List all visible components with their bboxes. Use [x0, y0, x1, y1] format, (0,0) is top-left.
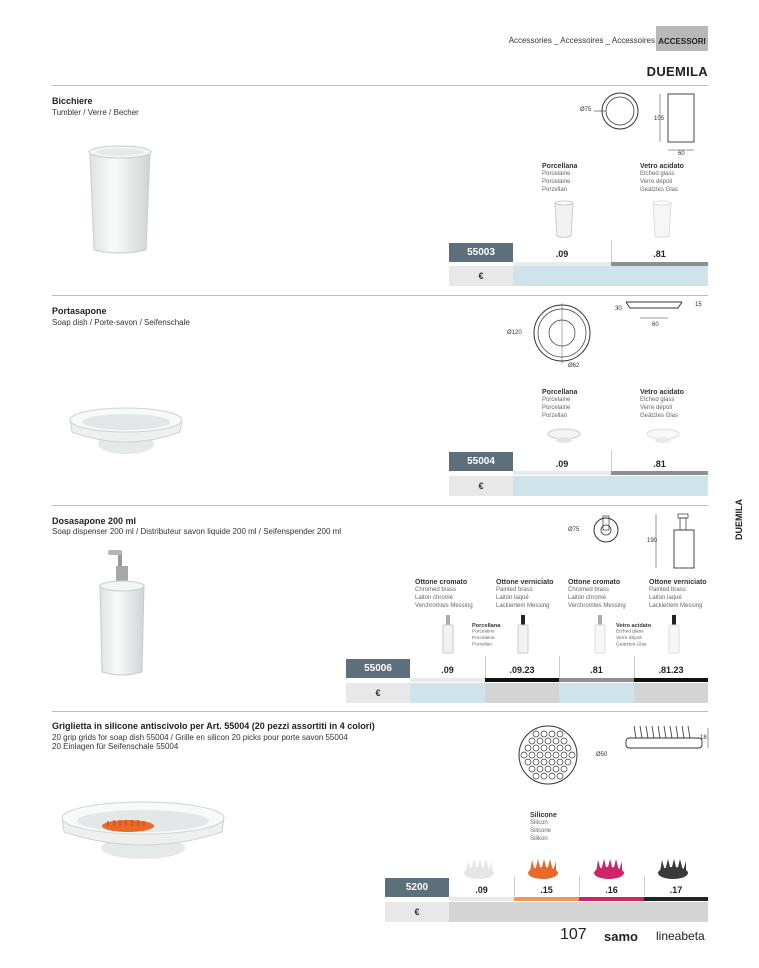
- side-label: DUEMILA: [734, 499, 744, 540]
- sub-material-glass: Vetro acidato Etched glass Verre dépoli Geätztes Glas: [616, 623, 652, 647]
- material-porcelain: Porcellana Porcelaine Porcelaine Porzellan: [542, 389, 578, 419]
- breadcrumb: Accessories _ Accessoires _ Accessoires: [508, 36, 655, 45]
- product-subtitle: Soap dispenser 200 ml / Distributeur savon liquide 200 ml / Seifenspender 200 ml: [52, 527, 342, 536]
- euro-label: €: [449, 476, 513, 496]
- collection-title: DUEMILA: [646, 64, 708, 79]
- dim-label: 60: [652, 322, 659, 328]
- grip-swatch-pink: [592, 856, 626, 880]
- price: .09: [555, 459, 569, 469]
- article-code: 5200: [385, 878, 449, 897]
- material-silicone: Silicone Silicon Silicone Silikon: [530, 812, 557, 842]
- material-chrome-brass: Ottone cromato Chromed brass Laiton chromé Verchromtes Messing: [568, 579, 626, 609]
- product-subtitle: 20 grip grids for soap dish 55004 / Grille en silicon 20 picks pour porte savon 55004: [52, 733, 348, 742]
- article-code: 55006: [346, 659, 410, 678]
- price: .15: [540, 885, 553, 895]
- dim-label: Ø75: [580, 107, 592, 113]
- glass-swatch: [645, 426, 681, 446]
- material-porcelain: Porcellana Porcelaine Porcelaine Porzellan: [542, 163, 578, 193]
- product-title: Griglietta in silicone antiscivolo per Art. 55004 (20 pezzi assortiti in 4 colori): [52, 721, 375, 731]
- dim-label: 30: [615, 306, 622, 312]
- product-title: Portasapone: [52, 306, 107, 316]
- dim-label: Ø50: [596, 752, 608, 758]
- price: .81: [590, 665, 603, 675]
- dim-label: Ø75: [568, 527, 580, 533]
- divider: [52, 85, 708, 86]
- dispenser-drawing: [570, 508, 700, 574]
- material-painted-brass: Ottone verniciato Painted brass Laiton laqué Lackiertem Messing: [496, 579, 554, 609]
- price: .81: [653, 249, 666, 259]
- price: .09: [441, 665, 454, 675]
- product-title: Bicchiere: [52, 96, 93, 106]
- glass-swatch: [650, 200, 674, 240]
- euro-label: €: [385, 902, 449, 922]
- soap-dish-drawing: [500, 298, 710, 370]
- grip-swatch-black: [656, 856, 690, 880]
- dispenser-swatch: [592, 613, 608, 655]
- grip-grid-drawing: [516, 722, 716, 788]
- grip-swatch-white: [462, 856, 496, 880]
- dim-label: 18: [700, 735, 707, 741]
- product-subtitle: Soap dish / Porte-savon / Seifenschale: [52, 318, 190, 327]
- price: .09: [475, 885, 488, 895]
- divider: [52, 295, 708, 296]
- page-number: 107: [560, 926, 587, 943]
- dim-label: 105: [654, 116, 665, 122]
- article-code: 55003: [449, 243, 513, 262]
- price: .17: [669, 885, 683, 895]
- price: .81.23: [658, 665, 684, 675]
- dispenser-swatch: [515, 613, 531, 655]
- brand-logo: samo: [604, 929, 638, 944]
- price: .16: [605, 885, 618, 895]
- product-subtitle: 20 Einlagen für Seifenschale 55004: [52, 742, 179, 751]
- porcelain-swatch: [546, 426, 582, 446]
- dispenser-photo: [92, 548, 152, 680]
- material-glass: Vetro acidato Etched glass Verre dépoli Geätztes Glas: [640, 163, 684, 193]
- tumbler-drawing: [575, 88, 695, 160]
- dim-label: 190: [647, 538, 658, 544]
- section-tab-label: ACCESSORI: [658, 37, 706, 46]
- price: .81: [653, 459, 666, 469]
- divider: [52, 505, 708, 506]
- dim-label: Ø120: [507, 330, 522, 336]
- tumbler-photo: [80, 140, 160, 260]
- grip-swatch-orange: [526, 856, 560, 880]
- divider: [52, 711, 708, 712]
- price: .09: [555, 249, 569, 259]
- porcelain-swatch: [552, 200, 576, 240]
- material-glass: Vetro acidato Etched glass Verre dépoli Geätztes Glas: [640, 389, 684, 419]
- dim-label: 15: [695, 302, 702, 308]
- price: .09.23: [509, 665, 535, 675]
- soap-dish-photo: [66, 400, 186, 462]
- material-chrome-brass: Ottone cromato Chromed brass Laiton chromé Verchromtes Messing: [415, 579, 473, 609]
- dispenser-swatch: [440, 613, 456, 655]
- product-subtitle: Tumbler / Verre / Becher: [52, 108, 139, 117]
- euro-label: €: [346, 683, 410, 703]
- product-line: lineabeta: [656, 929, 705, 943]
- article-code: 55004: [449, 452, 513, 471]
- grip-grid-photo: [58, 790, 228, 862]
- sub-material-porcelain: Porcellana Porcelaine Porcelaine Porzellan: [472, 623, 501, 647]
- dim-label: Ø62: [568, 363, 580, 369]
- euro-label: €: [449, 266, 513, 286]
- product-title: Dosasapone 200 ml: [52, 516, 137, 526]
- dim-label: 60: [678, 151, 685, 157]
- dispenser-swatch: [666, 613, 682, 655]
- material-painted-brass: Ottone verniciato Painted brass Laiton laqué Lackiertem Messing: [649, 579, 707, 609]
